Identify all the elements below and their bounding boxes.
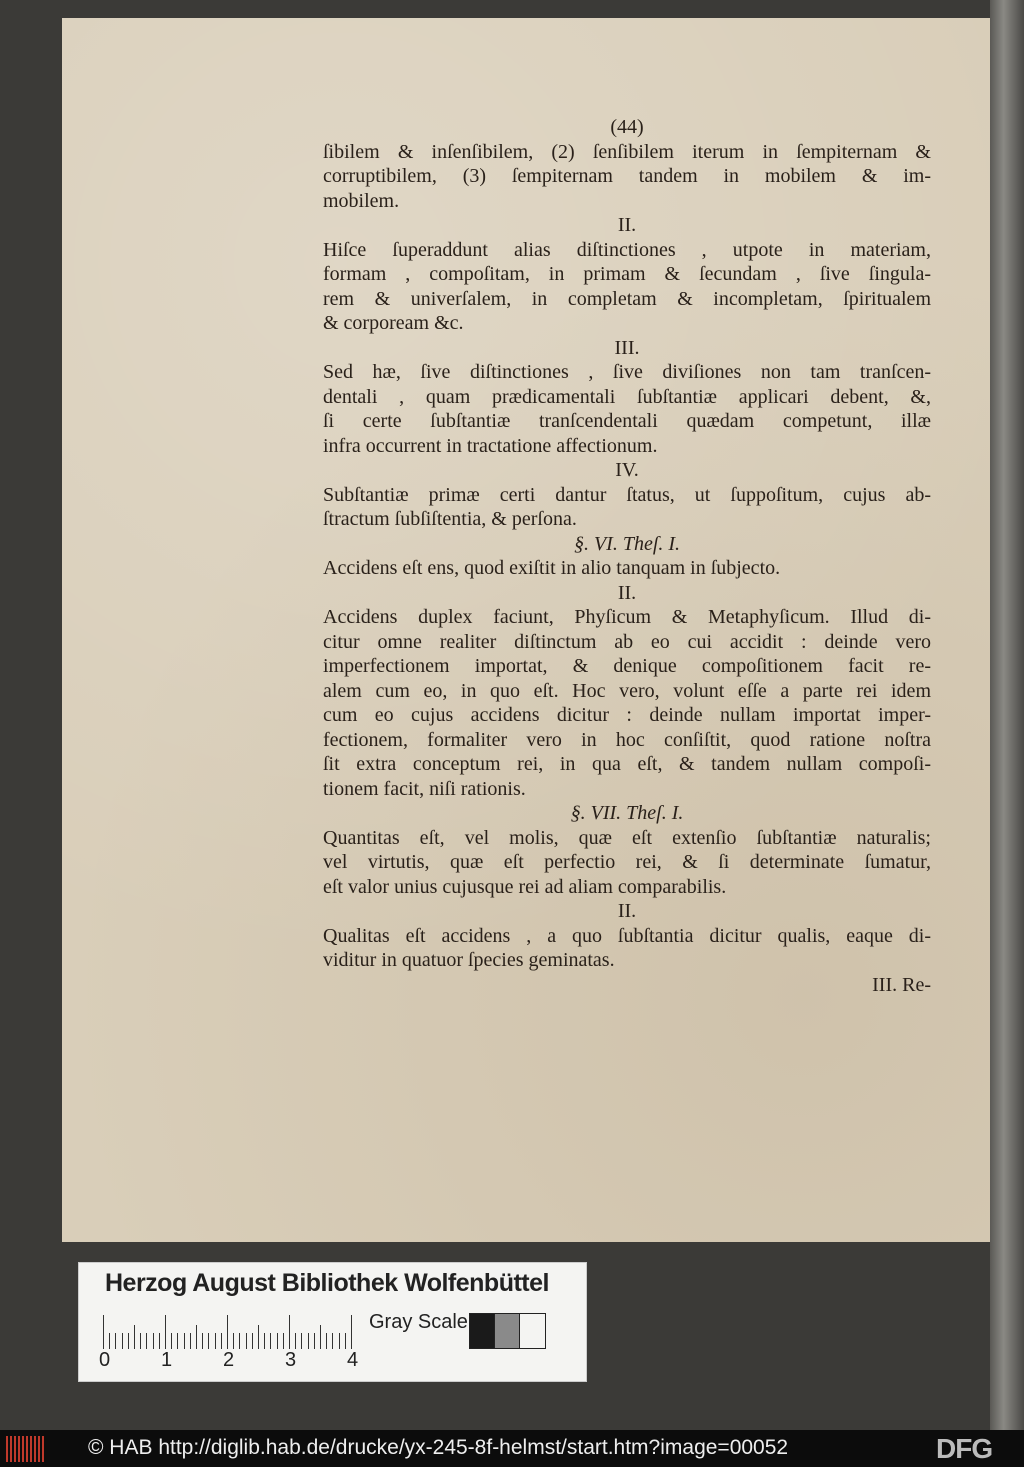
text-line: Accidens duplex faciunt, Phyſicum & Metaphyſicum. Illud di- [323,606,931,628]
ruler-tick [159,1333,160,1349]
ruler-tick [202,1333,203,1349]
ruler-tick [258,1325,259,1349]
text-line: fectionem, formaliter vero in hoc conſiſtit, quod ratione noſtra [323,728,931,751]
ruler-tick [289,1315,290,1349]
section-heading: II. [617,581,637,604]
ruler-label: 0 [99,1349,111,1371]
ruler-label: 1 [161,1349,173,1371]
text-line: Accidens eſt ens, quod exiſtit in alio tanquam in ſubjecto. [323,557,781,579]
gray-scale-label: Gray Scale [369,1311,468,1333]
library-name: Herzog August Bibliothek Wolfenbüttel [105,1269,549,1297]
ruler-tick [270,1333,271,1349]
text-line: Quantitas eſt, vel molis, quæ eſt extenſio ſubſtantiæ naturalis; [323,826,931,849]
text-line: rem & univerſalem, in completam & incompletam, ſpiritualem [323,287,931,310]
ruler-tick [320,1325,321,1349]
text-line: Sed hæ, ſive diſtinctiones , ſive diviſiones non tam tranſcen- [323,361,931,383]
hab-logo-icon [6,1436,48,1462]
ruler-tick [314,1333,315,1349]
ruler-tick [146,1333,147,1349]
text-line: ſit extra conceptum rei, in qua eſt, & tandem nullam compoſi- [323,753,931,775]
ruler-tick [190,1333,191,1349]
ruler-tick [122,1333,123,1349]
swatch-gray [494,1313,521,1349]
ruler-tick [308,1333,309,1349]
ruler-tick [345,1333,346,1349]
copyright-link[interactable]: © HAB http://diglib.hab.de/drucke/yx-245-8f-helmst/start.htm?image=00052 [88,1436,789,1459]
text-line: III. Re- [872,973,931,996]
text-line: Qualitas eſt accidens , a quo ſubſtantia dicitur qualis, eaque di- [323,924,931,947]
ruler-tick [171,1333,172,1349]
ruler-tick [221,1333,222,1349]
text-line: alem cum eo, in quo eſt. Hoc vero, volunt eſſe a parte rei idem [323,679,931,702]
swatch-white [519,1313,546,1349]
book-fold [990,0,1024,1430]
text-line: imperfectionem importat, & denique compoſitionem facit re- [323,655,931,677]
ruler-tick [246,1333,247,1349]
ruler-tick [128,1333,129,1349]
ruler-tick [196,1325,197,1349]
ruler-tick [295,1333,296,1349]
text-line: corruptibilem, (3) ſempiternam tandem in mobilem & im- [323,165,931,187]
swatch-black [469,1313,496,1349]
text-line: Hiſce ſuperaddunt alias diſtinctiones , utpote in materiam, [323,238,931,261]
text-line: cum eo cujus accidens dicitur : deinde nullam importat imper- [323,704,931,726]
ruler-tick [177,1333,178,1349]
text-line: & corpoream &c. [323,312,464,334]
ruler-tick [283,1333,284,1349]
ruler-tick [115,1333,116,1349]
text-line: eſt valor unius cujusque rei ad aliam comparabilis. [323,875,727,898]
text-line: citur omne realiter diſtinctum ab eo cui accidit : deinde vero [323,630,931,653]
ruler-tick [184,1333,185,1349]
ruler-tick [332,1333,333,1349]
ruler-tick [109,1333,110,1349]
ruler-tick [252,1333,253,1349]
text-line: vel virtutis, quæ eſt perfectio rei, & ſi determinate ſumatur, [323,851,931,873]
ruler-tick [233,1333,234,1349]
ruler-label: 4 [347,1349,359,1371]
text-line: mobilem. [323,189,400,212]
section-heading: IV. [615,459,639,481]
ruler-tick [153,1333,154,1349]
ruler-tick [103,1315,104,1349]
ruler-tick [277,1333,278,1349]
text-line: tionem facit, niſi rationis. [323,777,526,800]
ruler-tick [326,1333,327,1349]
dfg-logo: DFG [936,1433,993,1464]
section-heading: II. [617,214,637,236]
ruler-tick [264,1333,265,1349]
section-heading: §. VII. Theſ. I. [570,802,684,824]
ruler-tick [351,1315,352,1349]
ruler-label: 2 [223,1349,235,1371]
section-heading: §. VI. Theſ. I. [573,532,681,555]
ruler-tick [301,1333,302,1349]
color-calibration-card [78,1262,587,1382]
footer-bar [0,1430,1024,1467]
text-line: ſi certe ſubſtantiæ tranſcendentali quædam competunt, illæ [323,410,931,432]
ruler-tick [165,1315,166,1349]
ruler-tick [140,1333,141,1349]
section-heading: III. [614,336,640,359]
text-line: dentali , quam prædicamentali ſubſtantiæ applicari debent, &, [323,385,931,408]
ruler-scale [103,1315,353,1349]
text-line: viditur in quatuor ſpecies geminatas. [323,949,615,971]
text-line: Subſtantiæ primæ certi dantur ſtatus, ut ſuppoſitum, cujus ab- [323,483,931,506]
ruler-tick [339,1333,340,1349]
ruler-tick [215,1333,216,1349]
section-heading: II. [617,900,637,922]
ruler-label: 3 [285,1349,297,1371]
page-text [323,115,931,997]
ruler-tick [208,1333,209,1349]
text-line: infra occurrent in tractatione affectionum. [323,434,658,457]
ruler-tick [239,1333,240,1349]
text-line: ſtractum ſubſiſtentia, & perſona. [323,508,577,530]
text-line: formam , compoſitam, in primam & ſecundam , ſive ſingula- [323,263,931,285]
page-number: (44) [610,116,644,138]
text-line: ſibilem & inſenſibilem, (2) ſenſibilem iterum in ſempiternam & [323,140,931,163]
ruler-tick [227,1315,228,1349]
ruler-tick [134,1325,135,1349]
